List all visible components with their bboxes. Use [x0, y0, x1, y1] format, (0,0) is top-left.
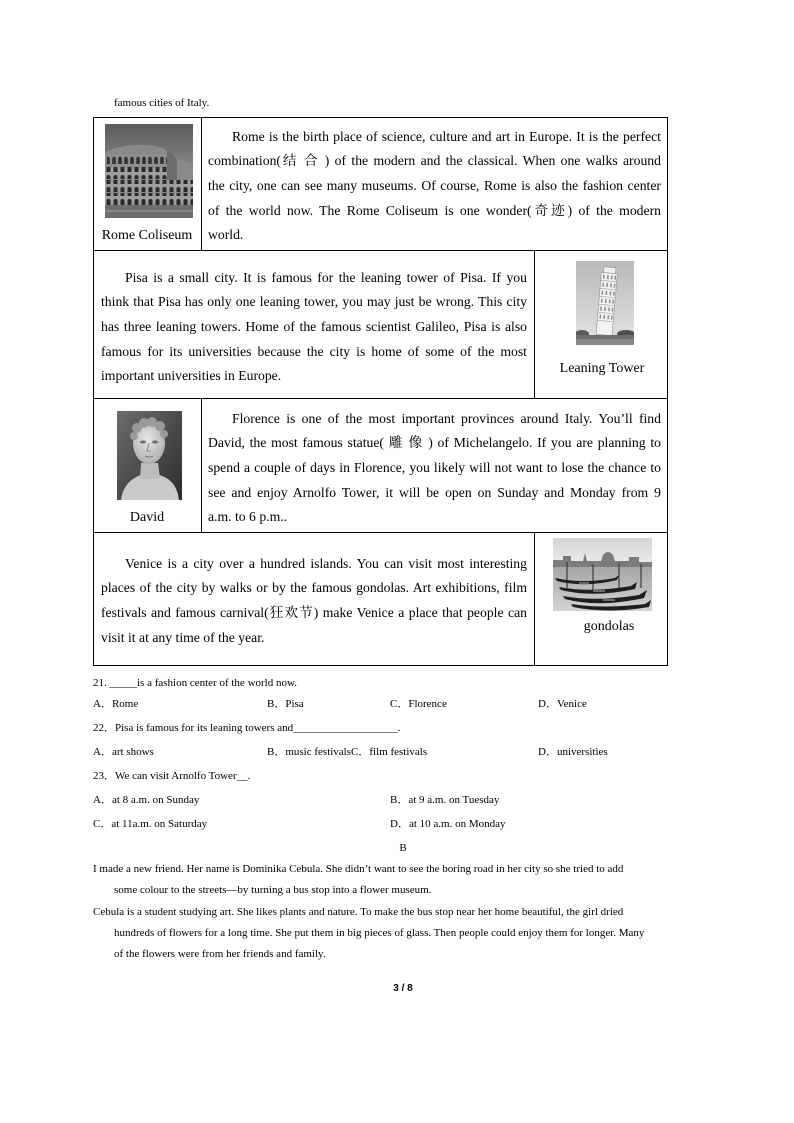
paragraph-line: see and enjoy Arnolfo Tower, it will be open on Sunday and Monday from 9	[208, 484, 661, 500]
venice-description	[101, 552, 527, 651]
paragraph-line: Venice is a city over a hundred islands. You can visit most interesting	[125, 555, 527, 571]
option-c: C．film festivals	[351, 746, 428, 758]
paragraph-line: combination(结 合 ) of the modern and the classical. When one walks around	[208, 153, 661, 169]
row-divider	[93, 250, 668, 251]
question-stem: 23．We can visit Arnolfo Tower__.	[93, 770, 251, 782]
paragraph-line: places of the city by walks or by the famous gondolas. Art exhibitions, film	[101, 580, 527, 596]
paragraph-line: visit it at any time of the year.	[101, 629, 265, 645]
options-b-c	[267, 744, 427, 760]
paragraph-line: Pisa is a small city. It is famous for the leaning tower of Pisa. If you	[125, 269, 527, 285]
paragraph-line: has three leaning towers. Home of the famous scientist Galileo, Pisa is also	[101, 318, 527, 334]
passage-line: some colour to the streets—by turning a bus stop into a flower museum.	[114, 884, 432, 896]
paragraph-line: spend a couple of days in Florence, you likely will not want to lose the chance to	[208, 459, 661, 475]
florence-caption: David	[129, 510, 165, 525]
florence-description	[208, 407, 661, 530]
paragraph-line: Rome is the birth place of science, culture and art in Europe. It is the perfect	[232, 128, 661, 144]
option-b: B．at 9 a.m. on Tuesday	[390, 794, 500, 806]
column-divider	[534, 532, 535, 665]
column-divider	[201, 398, 202, 532]
paragraph-line: festivals and famous carnival(狂欢节) make Venice a place that people can	[101, 604, 527, 620]
question-stem: 21. _____is a fashion center of the world now.	[93, 677, 297, 689]
option-c: C．Florence	[390, 698, 447, 710]
paragraph-line: important universities in Europe.	[101, 368, 282, 384]
david-statue-photo	[117, 411, 182, 500]
option-d: D．universities	[538, 746, 608, 758]
row-divider	[93, 532, 668, 533]
column-divider	[534, 250, 535, 398]
rome-caption: Rome Coliseum	[101, 228, 193, 243]
paragraph-line: think that Pisa has only one leaning tower, you may just be wrong. This city	[101, 294, 527, 310]
paragraph-line: David, the most famous statue( 雕 像 ) of Michelangelo. If you are planning to	[208, 435, 661, 451]
passage-line: I made a new friend. Her name is Dominika Cebula. She didn’t want to see the boring road in her city so she tried to add	[93, 863, 624, 875]
option-a: A．at 8 a.m. on Sunday	[93, 794, 200, 806]
paragraph-line: Florence is one of the most important provinces around Italy. You’ll find	[232, 410, 661, 426]
passage-line: Cebula is a student studying art. She likes plants and nature. To make the bus stop near her home beautiful, the girl dried	[93, 906, 624, 918]
intro-text: famous cities of Italy.	[114, 97, 210, 109]
coliseum-photo	[105, 124, 193, 218]
option-a: A．Rome	[93, 698, 139, 710]
paragraph-line: world.	[208, 227, 244, 243]
option-d: D．at 10 a.m. on Monday	[390, 818, 506, 830]
option-a: A．art shows	[93, 746, 154, 758]
leaning-tower-photo	[576, 261, 634, 345]
passage-line: hundreds of flowers for a long time. She put them in big pieces of glass. Then people could enjoy them for longer. Many	[114, 927, 645, 939]
venice-caption: gondolas	[583, 619, 635, 634]
gondolas-photo	[553, 538, 652, 611]
column-divider	[201, 117, 202, 250]
option-b: B．Pisa	[267, 698, 304, 710]
section-heading: B	[399, 842, 407, 854]
question-stem: 22．Pisa is famous for its leaning towers and___________________.	[93, 722, 401, 734]
paragraph-line: of the world now. The Rome Coliseum is one wonder(奇迹) of the modern	[208, 202, 661, 218]
paragraph-line: famous for its universities because the city is home of some of the most	[101, 343, 527, 359]
rome-description	[208, 125, 661, 248]
pisa-caption: Leaning Tower	[559, 361, 645, 376]
pisa-description	[101, 266, 527, 389]
row-divider	[93, 398, 668, 399]
option-c: C．at 11a.m. on Saturday	[93, 818, 208, 830]
passage-line: of the flowers were from her friends and family.	[114, 948, 326, 960]
option-d: D．Venice	[538, 698, 587, 710]
paragraph-line: a.m. to 6 p.m..	[208, 509, 288, 525]
option-b: B．music festivals	[267, 746, 352, 758]
paragraph-line: the city, one can see many museums. Of course, Rome is also the fashion center	[208, 177, 661, 193]
page-number: 3 / 8	[393, 983, 413, 994]
